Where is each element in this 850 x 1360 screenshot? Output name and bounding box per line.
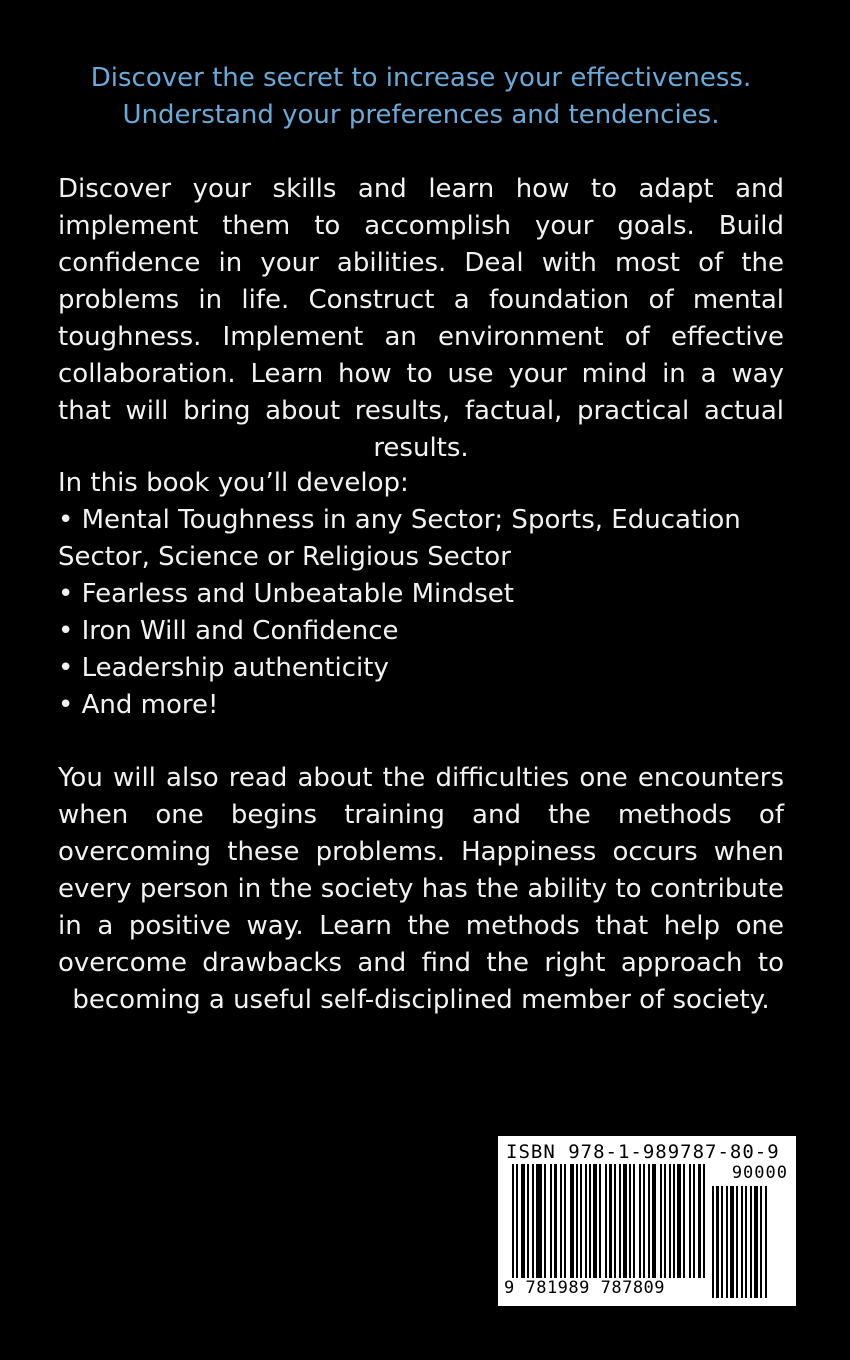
bullet-icon: •	[58, 690, 74, 720]
bullet-icon: •	[58, 579, 74, 609]
bullet-icon: •	[58, 653, 74, 683]
list-item	[58, 502, 784, 576]
list-item	[58, 687, 784, 724]
bullet-icon: •	[58, 616, 74, 646]
develop-list	[58, 465, 784, 724]
list-item-text: Iron Will and Confidence	[81, 616, 399, 646]
price-code: 90000	[731, 1163, 788, 1183]
list-item	[58, 650, 784, 687]
bullet-icon: •	[58, 505, 74, 535]
develop-list-items	[58, 502, 784, 724]
list-item-text: Leadership authenticity	[81, 653, 389, 683]
price-barcode-bars-icon	[712, 1186, 788, 1298]
tagline	[58, 60, 784, 134]
isbn-barcode	[498, 1136, 796, 1306]
barcode-bars-icon	[512, 1164, 706, 1284]
ean-digits: 9 781989 787809	[502, 1278, 709, 1298]
list-item	[58, 576, 784, 613]
tagline-line-2: Understand your preferences and tendencies.	[122, 100, 720, 130]
list-item-text: Mental Toughness in any Sector; Sports, Education Sector, Science or Religious Sector	[58, 505, 741, 572]
outro-paragraph: You will also read about the difficulties one encounters when one begins training and the methods of overcoming these problems. Happiness occurs when every person in the society has the ability to contribute in a positive way. Learn the methods that help one overcome drawbacks and find the right approach to becoming a useful self-disciplined member of society.	[58, 763, 784, 1015]
isbn-label: ISBN 978-1-989787-80-9	[506, 1141, 780, 1163]
tagline-line-1: Discover the secret to increase your effectiveness.	[90, 63, 752, 93]
develop-list-heading: In this book you’ll develop:	[58, 468, 409, 498]
list-item-text: And more!	[81, 690, 219, 720]
intro-paragraph: Discover your skills and learn how to adapt and implement them to accomplish your goals. Build confidence in your abilities. Deal with most of the problems in life. Construct a foundation of mental toughness. Implement an environment of effective collaboration. Learn how to use your mind in a way that will bring about results, factual, practical actual results.	[58, 174, 784, 463]
list-item	[58, 613, 784, 650]
list-item-text: Fearless and Unbeatable Mindset	[81, 579, 514, 609]
